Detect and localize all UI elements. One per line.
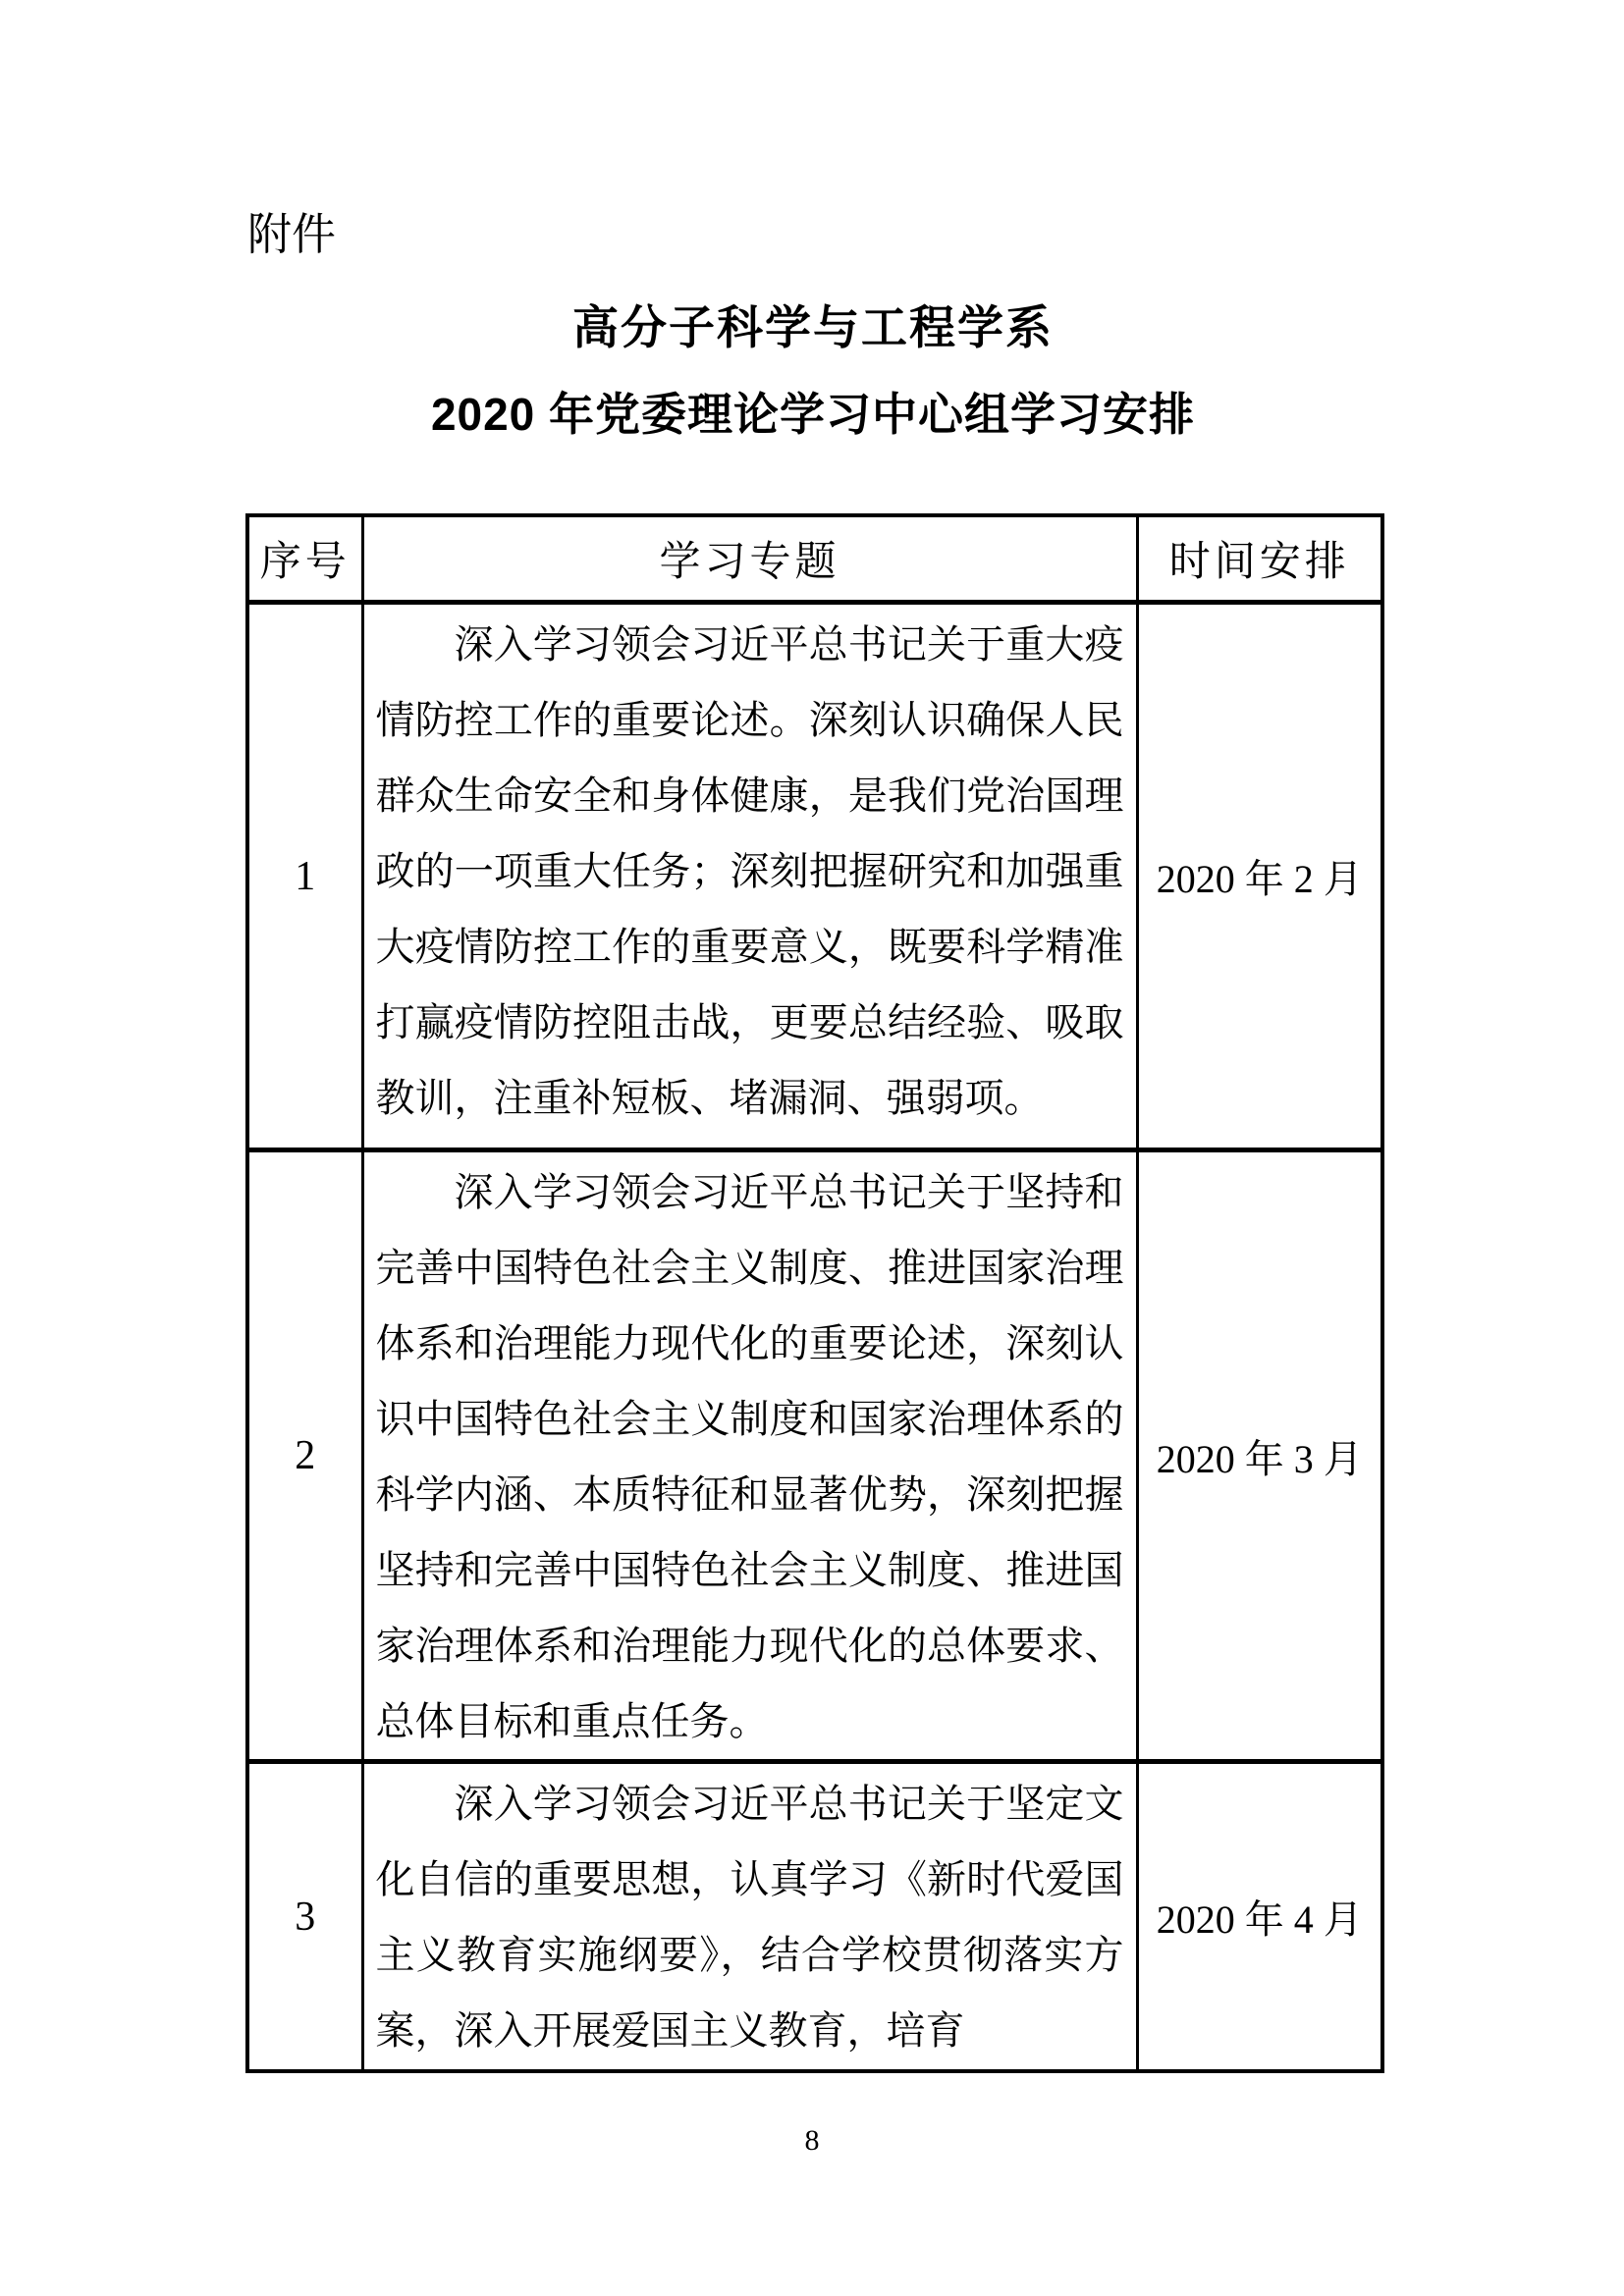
col-header-topic: 学习专题 bbox=[362, 515, 1137, 603]
page-number: 8 bbox=[804, 2124, 820, 2157]
row-number: 2 bbox=[247, 1150, 362, 1762]
table-row bbox=[247, 603, 1382, 1150]
time-value: 2020 年 2 月 bbox=[1137, 603, 1382, 1150]
topic-cell bbox=[362, 1150, 1137, 1762]
col-header-time: 时间安排 bbox=[1137, 515, 1382, 603]
study-schedule-table bbox=[245, 513, 1384, 2073]
time-value: 2020 年 4 月 bbox=[1137, 1762, 1382, 2072]
topic-cell bbox=[362, 1762, 1137, 2072]
row-number: 1 bbox=[247, 603, 362, 1150]
table-row bbox=[247, 1150, 1382, 1762]
topic-text: 深入学习领会习近平总书记关于坚定文化自信的重要思想，认真学习《新时代爱国主义教育实施纲要》，结合学校贯彻落实方案，深入开展爱国主义教育，培育 bbox=[375, 1782, 1124, 2053]
time-value: 2020 年 3 月 bbox=[1137, 1150, 1382, 1762]
row-number: 3 bbox=[247, 1762, 362, 2072]
study-schedule-table-wrap bbox=[245, 513, 1380, 2073]
attachment-label: 附件 bbox=[247, 210, 337, 259]
topic-text: 深入学习领会习近平总书记关于重大疫情防控工作的重要论述。深刻认识确保人民群众生命安全和身体健康，是我们党治国理政的一项重大任务；深刻把握研究和加强重大疫情防控工作的重要意义，既要科学精准打赢疫情防控阻击战，更要总结经验、吸取教训，注重补短板、堵漏洞、强弱项。 bbox=[375, 622, 1124, 1120]
topic-cell bbox=[362, 603, 1137, 1150]
document-subtitle: 2020 年党委理论学习中心组学习安排 bbox=[430, 389, 1196, 440]
table-row bbox=[247, 1762, 1382, 2072]
document-title: 高分子科学与工程学系 bbox=[572, 301, 1054, 353]
col-header-number: 序号 bbox=[247, 515, 362, 603]
table-header-row bbox=[247, 515, 1382, 603]
topic-text: 深入学习领会习近平总书记关于坚持和完善中国特色社会主义制度、推进国家治理体系和治理能力现代化的重要论述，深刻认识中国特色社会主义制度和国家治理体系的科学内涵、本质特征和显著优势，深刻把握坚持和完善中国特色社会主义制度、推进国家治理体系和治理能力现代化的总体要求、总体目标和重点任务。 bbox=[375, 1170, 1124, 1743]
